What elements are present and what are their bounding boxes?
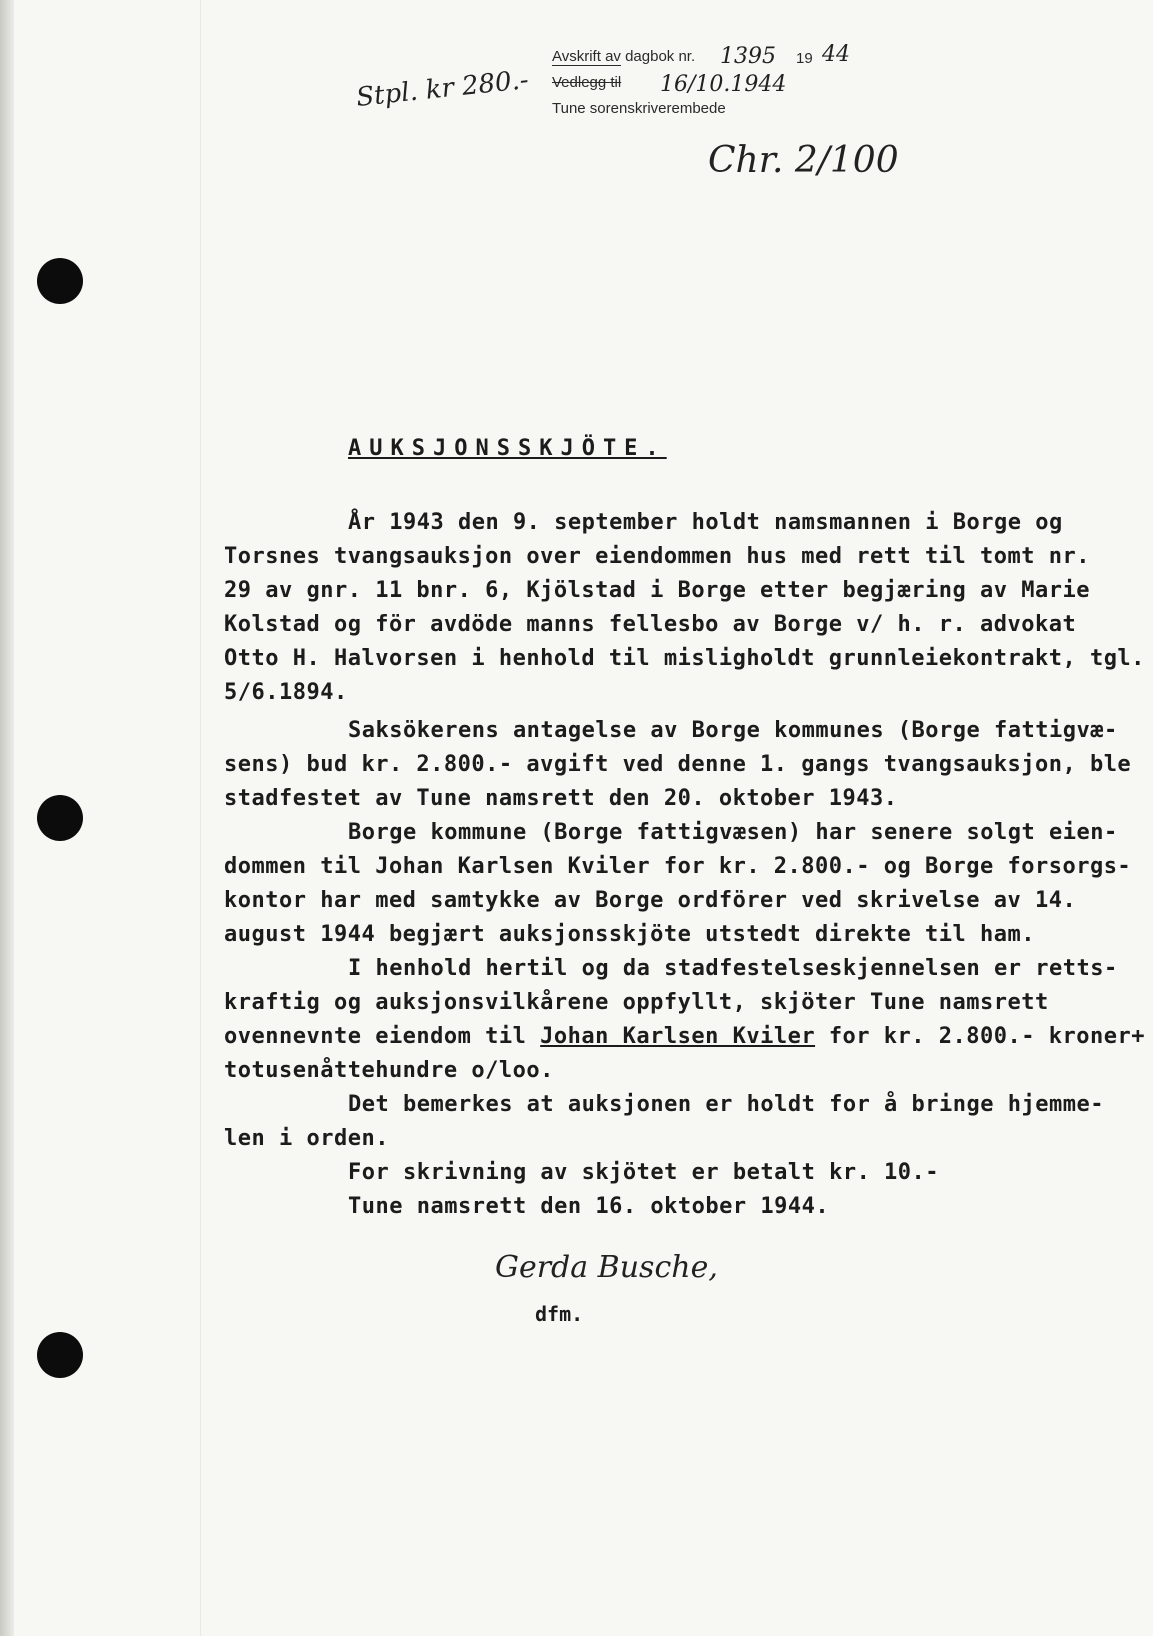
body-line: dommen til Johan Karlsen Kviler for kr. 2.800.- og Borge forsorgs-	[224, 854, 1132, 879]
body-line: For skrivning av skjötet er betalt kr. 10.-	[348, 1160, 940, 1185]
body-line: kraftig og auksjonsvilkårene oppfyllt, skjöter Tune namsrett	[224, 990, 1049, 1015]
body-line: august 1944 begjært auksjonsskjöte utstedt direkte til ham.	[224, 922, 1035, 947]
clerk-note: Chr. 2/100	[708, 140, 899, 181]
page-edge	[0, 0, 14, 1636]
body-line: sens) bud kr. 2.800.- avgift ved denne 1. gangs tvangsauksjon, ble	[224, 752, 1132, 777]
body-line: Torsnes tvangsauksjon over eiendommen hus med rett til tomt nr.	[224, 544, 1090, 569]
body-line: Saksökerens antagelse av Borge kommunes (Borge fattigvæ-	[348, 718, 1118, 743]
stamp-date: 16/10.1944	[660, 72, 787, 97]
body-line: Kolstad og för avdöde manns fellesbo av Borge v/ h. r. advokat	[224, 612, 1077, 637]
dagbok-number: 1395	[720, 44, 776, 69]
stamp-office: Tune sorenskriverembede	[552, 100, 726, 117]
stamp-vedlegg: Vedlegg til	[552, 74, 622, 91]
body-line: totusenåttehundre o/loo.	[224, 1058, 554, 1083]
body-line: År 1943 den 9. september holdt namsmannen i Borge og	[348, 510, 1063, 535]
signature: Gerda Busche,	[495, 1250, 718, 1285]
body-line: kontor har med samtykke av Borge ordförer ved skrivelse av 14.	[224, 888, 1077, 913]
body-line: Otto H. Halvorsen i henhold til misligholdt grunnleiekontrakt, tgl.	[224, 646, 1145, 671]
document-title: AUKSJONSSKJÖTE.	[348, 436, 667, 461]
body-line: Tune namsrett den 16. oktober 1944.	[348, 1194, 830, 1219]
stamp-avskrift: Avskrift av	[552, 48, 621, 65]
body-line: len i orden.	[224, 1126, 389, 1151]
punch-hole-middle	[37, 795, 83, 841]
stamp-dagbok: dagbok nr.	[625, 48, 696, 65]
body-line: Borge kommune (Borge fattigvæsen) har senere solgt eien-	[348, 820, 1118, 845]
body-line-with-name	[224, 1024, 1145, 1049]
stamp-line-1	[552, 48, 695, 65]
body-line: stadfestet av Tune namsrett den 20. oktober 1943.	[224, 786, 898, 811]
fold-line	[200, 0, 201, 1636]
punch-hole-bottom	[37, 1332, 83, 1378]
buyer-name: Johan Karlsen Kviler	[540, 1024, 816, 1049]
body-line: 29 av gnr. 11 bnr. 6, Kjölstad i Borge etter begjæring av Marie	[224, 578, 1090, 603]
body-line: 5/6.1894.	[224, 680, 348, 705]
stamp-year-prefix: 19	[796, 50, 813, 67]
stamp-year-suffix: 44	[822, 42, 850, 67]
punch-hole-top	[37, 258, 83, 304]
margin-fee-note: Stpl. kr 280.-	[354, 65, 530, 113]
body-text: ovennevnte eiendom til	[224, 1024, 527, 1049]
signature-title: dfm.	[535, 1302, 584, 1326]
body-text: for kr. 2.800.- kroner+	[828, 1024, 1145, 1049]
body-line: Det bemerkes at auksjonen er holdt for å bringe hjemme-	[348, 1092, 1104, 1117]
body-line: I henhold hertil og da stadfestelseskjennelsen er retts-	[348, 956, 1118, 981]
